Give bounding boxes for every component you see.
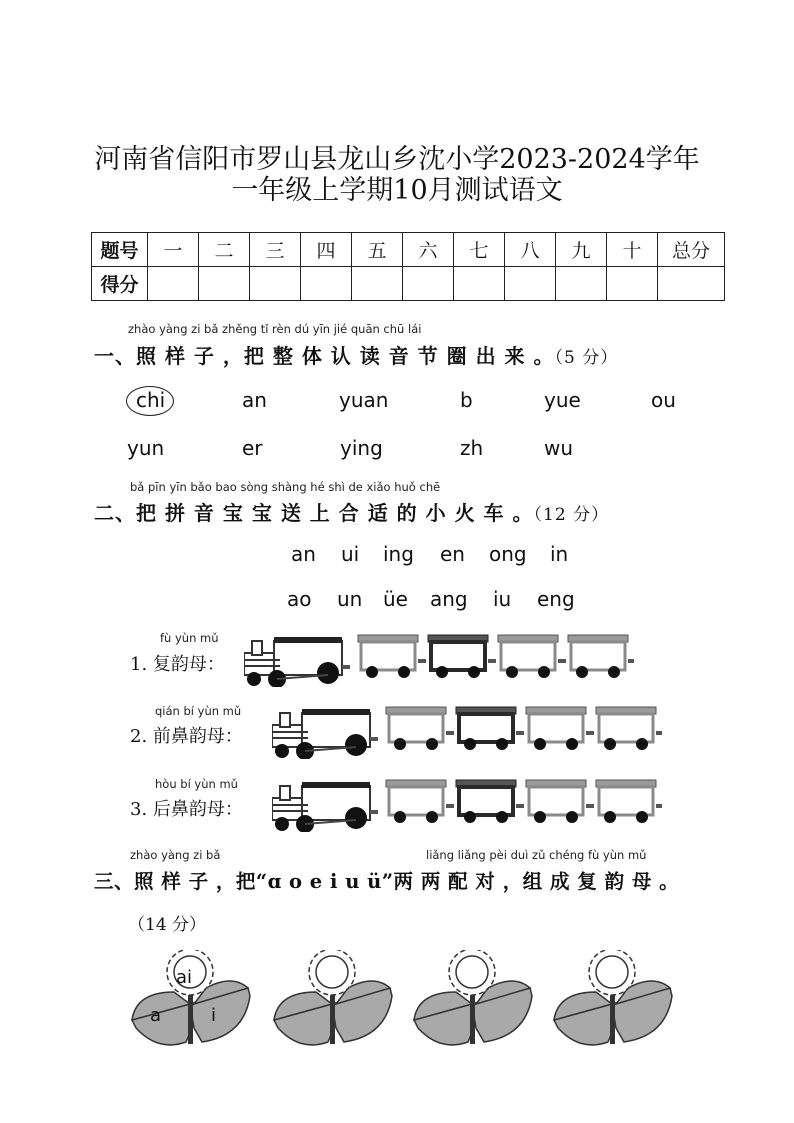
q2-points: （12 分） [533, 505, 610, 525]
flower-answer-1[interactable] [270, 950, 400, 1050]
train3-graphic [272, 777, 662, 832]
q1-syllable[interactable]: yue [544, 388, 581, 412]
q2-final[interactable]: ong [489, 542, 527, 566]
score-col-1: 一 [148, 233, 199, 267]
score-cell[interactable] [556, 267, 607, 301]
score-col-3: 三 [250, 233, 301, 267]
train1-graphic [244, 632, 634, 687]
q1-syllable[interactable]: zh [460, 436, 484, 460]
q1-syllable[interactable]: chi [136, 388, 166, 412]
q1-syllable[interactable]: an [242, 388, 267, 412]
score-table-row-label: 得分 [92, 267, 148, 301]
q2-final[interactable]: an [291, 542, 316, 566]
train3-label: 3. 后鼻韵母： [130, 799, 243, 820]
score-col-7: 七 [454, 233, 505, 267]
score-cell[interactable] [352, 267, 403, 301]
flower-example [128, 950, 258, 1050]
q2-final[interactable]: un [337, 587, 363, 611]
q1-syllable[interactable]: ou [651, 388, 676, 412]
score-table [91, 232, 725, 301]
q1-syllable[interactable]: er [242, 436, 263, 460]
score-col-5: 五 [352, 233, 403, 267]
q1-syllable[interactable]: yuan [339, 388, 389, 412]
score-col-10: 十 [607, 233, 658, 267]
page-title-line2: 一年级上学期10月测试语文 [231, 175, 563, 206]
q2-title-text: 二、把 拼 音 宝 宝 送 上 合 适 的 小 火 车 。 [94, 501, 534, 525]
q1-pinyin: zhào yàng zi bǎ zhěng tǐ rèn dú yīn jié quān chū lái [128, 322, 422, 336]
q1-title [94, 340, 618, 369]
score-cell[interactable] [403, 267, 454, 301]
q3-pinyin-left: zhào yàng zi bǎ [130, 848, 221, 862]
score-col-total: 总分 [658, 233, 725, 267]
q1-points: （5 分） [554, 348, 619, 368]
score-cell[interactable] [607, 267, 658, 301]
q2-pinyin: bǎ pīn yīn bǎo bao sòng shàng hé shì de xiǎo huǒ chē [130, 480, 441, 494]
score-cell[interactable] [250, 267, 301, 301]
q1-syllable[interactable]: yun [127, 436, 165, 460]
score-col-6: 六 [403, 233, 454, 267]
score-cell[interactable] [148, 267, 199, 301]
q2-final[interactable]: ang [430, 587, 468, 611]
score-col-4: 四 [301, 233, 352, 267]
example-right-leaf-text: i [211, 1005, 217, 1026]
train2-graphic [272, 704, 662, 759]
score-table-score-row [92, 267, 725, 301]
q3-title: 三、照 样 子 ，把“ɑ o e i u ü”两 两 配 对 ，组 成 复 韵 母 。 [94, 870, 680, 893]
example-left-leaf-text: a [150, 1005, 162, 1026]
train1-pinyin: fù yùn mǔ [160, 631, 219, 645]
score-cell[interactable] [454, 267, 505, 301]
page-title-line1: 河南省信阳市罗山县龙山乡沈小学2023-2024学年 [94, 144, 700, 175]
q2-final[interactable]: ing [383, 542, 414, 566]
q2-final[interactable]: ui [341, 542, 360, 566]
score-col-9: 九 [556, 233, 607, 267]
q2-final[interactable]: üe [383, 587, 408, 611]
score-col-2: 二 [199, 233, 250, 267]
q2-final[interactable]: in [550, 542, 569, 566]
train1-label: 1. 复韵母： [130, 654, 225, 675]
score-cell-total[interactable] [658, 267, 725, 301]
score-col-8: 八 [505, 233, 556, 267]
score-cell[interactable] [505, 267, 556, 301]
q3-pinyin-right: liǎng liǎng pèi duì zǔ chéng fù yùn mǔ [426, 848, 647, 862]
train2-pinyin: qián bí yùn mǔ [155, 704, 242, 718]
score-cell[interactable] [301, 267, 352, 301]
score-table-row-label: 题号 [92, 233, 148, 267]
q1-syllable[interactable]: ying [340, 436, 383, 460]
q2-title [94, 497, 609, 526]
example-flower-text: ai [176, 967, 193, 988]
flower-answer-2[interactable] [410, 950, 540, 1050]
q1-syllable[interactable]: b [460, 388, 473, 412]
q3-points: （14 分） [128, 915, 207, 935]
train3-pinyin: hòu bí yùn mǔ [155, 777, 238, 791]
score-table-header-row [92, 233, 725, 267]
q2-final[interactable]: eng [537, 587, 575, 611]
q2-final[interactable]: iu [493, 587, 512, 611]
q2-final[interactable]: ao [287, 587, 312, 611]
q1-syllable[interactable]: wu [544, 436, 574, 460]
q1-title-text: 一、照 样 子 ，把 整 体 认 读 音 节 圈 出 来 。 [94, 344, 555, 368]
score-cell[interactable] [199, 267, 250, 301]
q2-final[interactable]: en [440, 542, 465, 566]
flower-answer-3[interactable] [550, 950, 680, 1050]
train2-label: 2. 前鼻韵母： [130, 726, 243, 747]
